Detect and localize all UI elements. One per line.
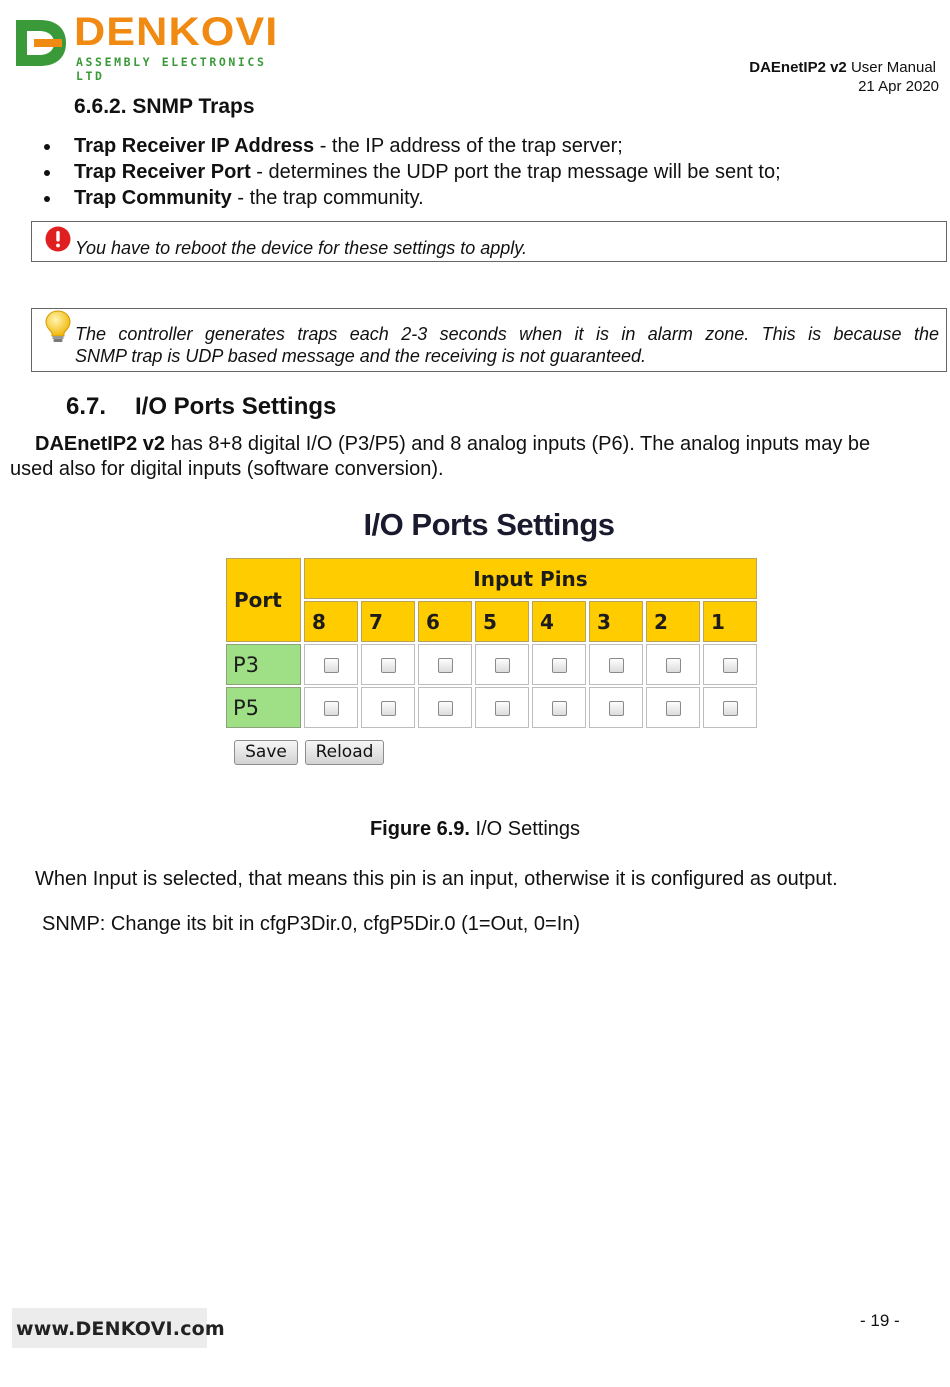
section-heading-snmp-traps: 6.6.2. SNMP Traps <box>74 95 255 118</box>
page-number: - 19 - <box>860 1311 900 1330</box>
figure-caption-label: Figure 6.9. <box>369 818 470 840</box>
pin-header: 6 <box>418 601 472 642</box>
pin-header: 3 <box>589 601 643 642</box>
footer-website: www.DENKOVI.com <box>12 1308 207 1348</box>
list-item-term: Trap Receiver IP Address <box>74 135 315 157</box>
p5-pin8-checkbox[interactable] <box>324 701 339 716</box>
p5-pin4-checkbox[interactable] <box>552 701 567 716</box>
p3-pin4-checkbox[interactable] <box>552 658 567 673</box>
settings-list <box>40 133 930 211</box>
pin-header: 1 <box>703 601 757 642</box>
warning-note-text: You have to reboot the device for these settings to apply. <box>75 238 527 258</box>
io-settings-table <box>223 556 760 730</box>
header-product: DAEnetIP2 v2 <box>749 59 847 76</box>
p3-pin5-checkbox[interactable] <box>495 658 510 673</box>
p5-pin3-checkbox-cell <box>589 687 643 728</box>
list-item-text: - the IP address of the trap server; <box>314 135 623 157</box>
exclamation-icon <box>45 226 71 252</box>
p3-pin7-checkbox[interactable] <box>381 658 396 673</box>
body-paragraph-input: When Input is selected, that means this pin is an input, otherwise it is configured as output. <box>35 868 838 890</box>
p3-pin8-checkbox-cell <box>304 644 358 685</box>
p3-pin2-checkbox-cell <box>646 644 700 685</box>
list-item-text: - the trap community. <box>231 187 424 209</box>
p5-pin2-checkbox-cell <box>646 687 700 728</box>
p5-pin7-checkbox[interactable] <box>381 701 396 716</box>
p3-pin3-checkbox-cell <box>589 644 643 685</box>
port-label-p5: P5 <box>226 687 301 728</box>
logo-subtitle: ASSEMBLY ELECTRONICS LTD <box>76 55 267 83</box>
figure-caption-text: I/O Settings <box>469 818 581 840</box>
p3-pin3-checkbox[interactable] <box>609 658 624 673</box>
body-paragraph-snmp: SNMP: Change its bit in cfgP3Dir.0, cfgP5Dir.0 (1=Out, 0=In) <box>42 913 581 935</box>
pin-header: 8 <box>304 601 358 642</box>
warning-note <box>31 221 947 262</box>
tip-note-line2: SNMP trap is UDP based message and the receiving is not guaranteed. <box>75 346 646 366</box>
tip-note-line1: The controller generates traps each 2-3 seconds when it is in alarm zone. This is because the <box>75 324 939 344</box>
pin-header: 7 <box>361 601 415 642</box>
reload-button[interactable]: Reload <box>305 740 384 765</box>
logo-d-mark <box>12 14 68 70</box>
p5-pin4-checkbox-cell <box>532 687 586 728</box>
p3-pin2-checkbox[interactable] <box>666 658 681 673</box>
p5-pin1-checkbox-cell <box>703 687 757 728</box>
p3-pin6-checkbox[interactable] <box>438 658 453 673</box>
p3-pin5-checkbox-cell <box>475 644 529 685</box>
header-doc: User Manual <box>850 59 936 76</box>
p3-pin4-checkbox-cell <box>532 644 586 685</box>
p3-pin6-checkbox-cell <box>418 644 472 685</box>
pin-header: 2 <box>646 601 700 642</box>
p5-pin1-checkbox[interactable] <box>723 701 738 716</box>
table-row <box>226 687 757 728</box>
figure-caption <box>0 818 950 841</box>
list-item-term: Trap Community <box>74 187 232 209</box>
p3-pin8-checkbox[interactable] <box>324 658 339 673</box>
list-item-text: - determines the UDP port the trap message will be sent to; <box>250 161 781 183</box>
port-header: Port <box>226 558 301 642</box>
section-heading-io-ports: I/O Ports Settings <box>135 393 337 420</box>
p3-pin1-checkbox-cell <box>703 644 757 685</box>
p3-pin1-checkbox[interactable] <box>723 658 738 673</box>
p5-pin6-checkbox-cell <box>418 687 472 728</box>
p5-pin5-checkbox[interactable] <box>495 701 510 716</box>
intro-line1 <box>35 432 870 457</box>
pin-header: 5 <box>475 601 529 642</box>
intro-line1-text: has 8+8 digital I/O (P3/P5) and 8 analog inputs (P6). The analog inputs may be <box>165 433 871 455</box>
figure-title: I/O Ports Settings <box>363 507 615 542</box>
list-item-term: Trap Receiver Port <box>74 161 251 183</box>
p5-pin6-checkbox[interactable] <box>438 701 453 716</box>
doc-header-title <box>749 59 936 76</box>
save-button[interactable]: Save <box>234 740 298 765</box>
p3-pin7-checkbox-cell <box>361 644 415 685</box>
lightbulb-icon <box>45 310 71 344</box>
section-number: 6.7. <box>66 393 107 420</box>
p5-pin2-checkbox[interactable] <box>666 701 681 716</box>
p5-pin8-checkbox-cell <box>304 687 358 728</box>
input-pins-header: Input Pins <box>304 558 757 599</box>
p5-pin7-checkbox-cell <box>361 687 415 728</box>
pin-header: 4 <box>532 601 586 642</box>
port-label-p3: P3 <box>226 644 301 685</box>
denkovi-logo <box>12 10 279 83</box>
logo-wordmark: DENKOVI <box>74 10 279 54</box>
list-item <box>40 185 930 211</box>
intro-product: DAEnetIP2 v2 <box>35 433 166 455</box>
doc-header-date: 21 Apr 2020 <box>858 78 939 95</box>
tip-note <box>31 308 947 372</box>
table-row <box>226 644 757 685</box>
p5-pin3-checkbox[interactable] <box>609 701 624 716</box>
p5-pin5-checkbox-cell <box>475 687 529 728</box>
list-item <box>40 133 930 159</box>
list-item <box>40 159 930 185</box>
intro-line2: used also for digital inputs (software conversion). <box>10 458 444 480</box>
